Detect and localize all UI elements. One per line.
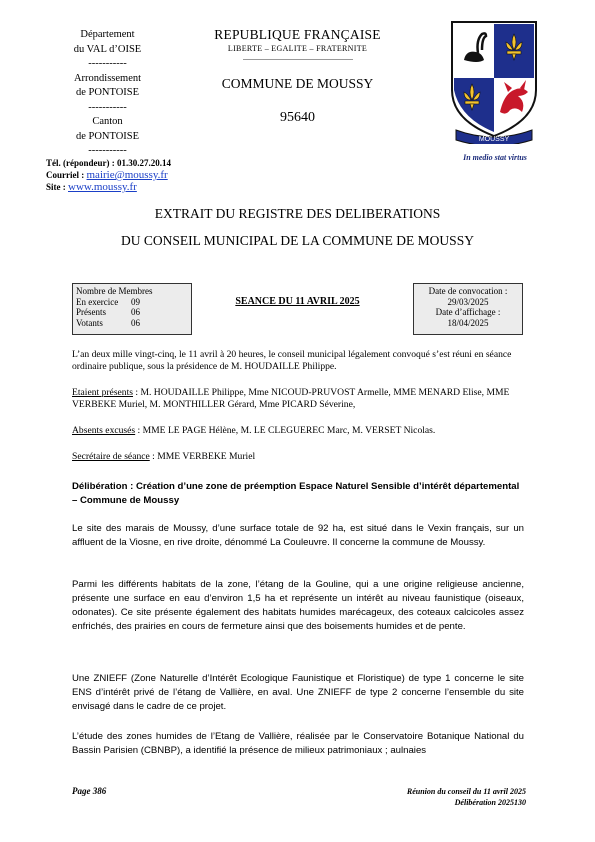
admin-line: du VAL d’OISE [73,43,142,55]
members-row [76,307,188,318]
email-link[interactable]: mairie@moussy.fr [86,169,168,181]
secretary-text: : MME VERBEKE Muriel [149,451,256,462]
republic-motto: LIBERTE – EGALITE – FRATERNITE [227,44,368,53]
admin-separator: ----------- [88,58,127,69]
document-title: EXTRAIT DU REGISTRE DES DELIBERATIONS [154,206,441,221]
presents-paragraph [72,387,524,411]
members-row [76,297,188,308]
commune-name: COMMUNE DE MOUSSY [221,76,374,91]
document-subtitle: DU CONSEIL MUNICIPAL DE LA COMMUNE DE MOUSSY [121,233,474,248]
dates-box [413,283,523,335]
site-label: Site : [46,182,66,192]
republique-title: REPUBLIQUE FRANÇAISE [214,27,381,42]
contact-block [46,157,171,193]
admin-line: Canton [92,116,123,127]
page-number: Page 386 [72,786,107,796]
secretary-paragraph [72,451,524,463]
seance-title: SEANCE DU 11 AVRIL 2025 [235,296,360,307]
postal-code: 95640 [280,110,315,125]
absents-label: Absents excusés [72,425,136,436]
town-motto: In medio stat virtus [463,153,527,162]
admin-line: Arrondissement [73,72,142,84]
members-value: 09 [131,296,140,307]
divider [243,59,353,60]
intro-paragraph: L’an deux mille vingt-cinq, le 11 avril à 20 heures, le conseil municipal légalement convoqué s’est réuni en séance ordinaire publique, sous la présidence de M. HOUDAILLE Philippe. [72,349,512,372]
website-link[interactable]: www.moussy.fr [68,181,137,193]
body-paragraph: L’étude des zones humides de l’Etang de Vallière, réalisée par le Conservatoire Botanique National du Bassin Parisien (CBNBP), a identifié la présence de milieux patrimoniaux ; aulnaies [72,731,524,756]
absents-text: : MME LE PAGE Hélène, M. LE CLEGUEREC Marc, M. VERSET Nicolas. [135,425,436,436]
body-paragraph: Une ZNIEFF (Zone Naturelle d’Intérêt Ecologique Faunistique et Floristique) de type 1 concerne le site ENS d’intérêt privé de l’étang de Vallière, en aval. Une ZNIEFF de type 2 concerne l’ensemble du site envisagé dans le cadre de ce projet. [72,673,524,712]
members-value: 06 [131,307,140,317]
admin-separator: ----------- [88,145,127,156]
admin-separator: ----------- [88,101,127,113]
presents-label: Etaient présents [72,387,134,398]
members-label: En exercice [76,296,119,307]
coat-of-arms-logo [448,20,540,144]
convocation-label: Date de convocation : [428,286,508,296]
deliberation-title: Délibération : Création d’une zone de préemption Espace Naturel Sensible d’intérêt départemental – Commune de Moussy [72,481,520,506]
admin-block [40,28,175,159]
convocation-date: 29/03/2025 [447,296,489,307]
body-paragraph: Parmi les différents habitats de la zone, l’étang de la Gouline, qui a une origine religieuse ancienne, présente une surface en eau d’environ 1,5 ha et représente un intérêt au niveau faunistique (oiseaux, odonates). Ce site présente également des habitats humides marécageux, des coteaux calcicoles assez enfrichés, des prairies en cours de fermeture ainsi que des boisements humides et de pente. [72,579,524,632]
footer-deliberation: Délibération 2025130 [454,798,526,807]
admin-line: de PONTOISE [75,87,140,98]
admin-line: Département [80,29,135,40]
members-row [76,318,188,329]
republic-block [200,27,395,126]
footer-info [330,786,526,808]
phone-number: Tél. (répondeur) : 01.30.27.20.14 [46,158,171,168]
crest-banner-text: MOUSSY [478,136,510,143]
members-box [72,283,192,335]
footer-reunion: Réunion du conseil du 11 avril 2025 [406,787,526,796]
absents-paragraph [72,425,524,437]
affichage-date: 18/04/2025 [447,317,489,328]
email-label: Courriel : [46,170,85,180]
body-paragraph: Le site des marais de Moussy, d’une surface totale de 92 ha, est situé dans le Vexin français, sur un affluent de la Viosne, en rive droite, dénommé La Couleuvre. Il concerne la commune de Moussy. [72,523,524,548]
admin-line: de PONTOISE [75,130,140,142]
affichage-label: Date d’affichage : [435,307,501,317]
members-label: Votants [76,317,103,328]
members-value: 06 [131,317,140,328]
presents-text: : M. HOUDAILLE Philippe, Mme NICOUD-PRUVOST Armelle, MME MENARD Elise, MME VERBEKE Muriel, M. MONTHILLER Gérard, Mme PICARD Séverine, [72,387,510,410]
members-heading: Nombre de Membres [76,286,153,296]
members-label: Présents [76,307,106,317]
secretary-label: Secrétaire de séance [72,451,150,462]
